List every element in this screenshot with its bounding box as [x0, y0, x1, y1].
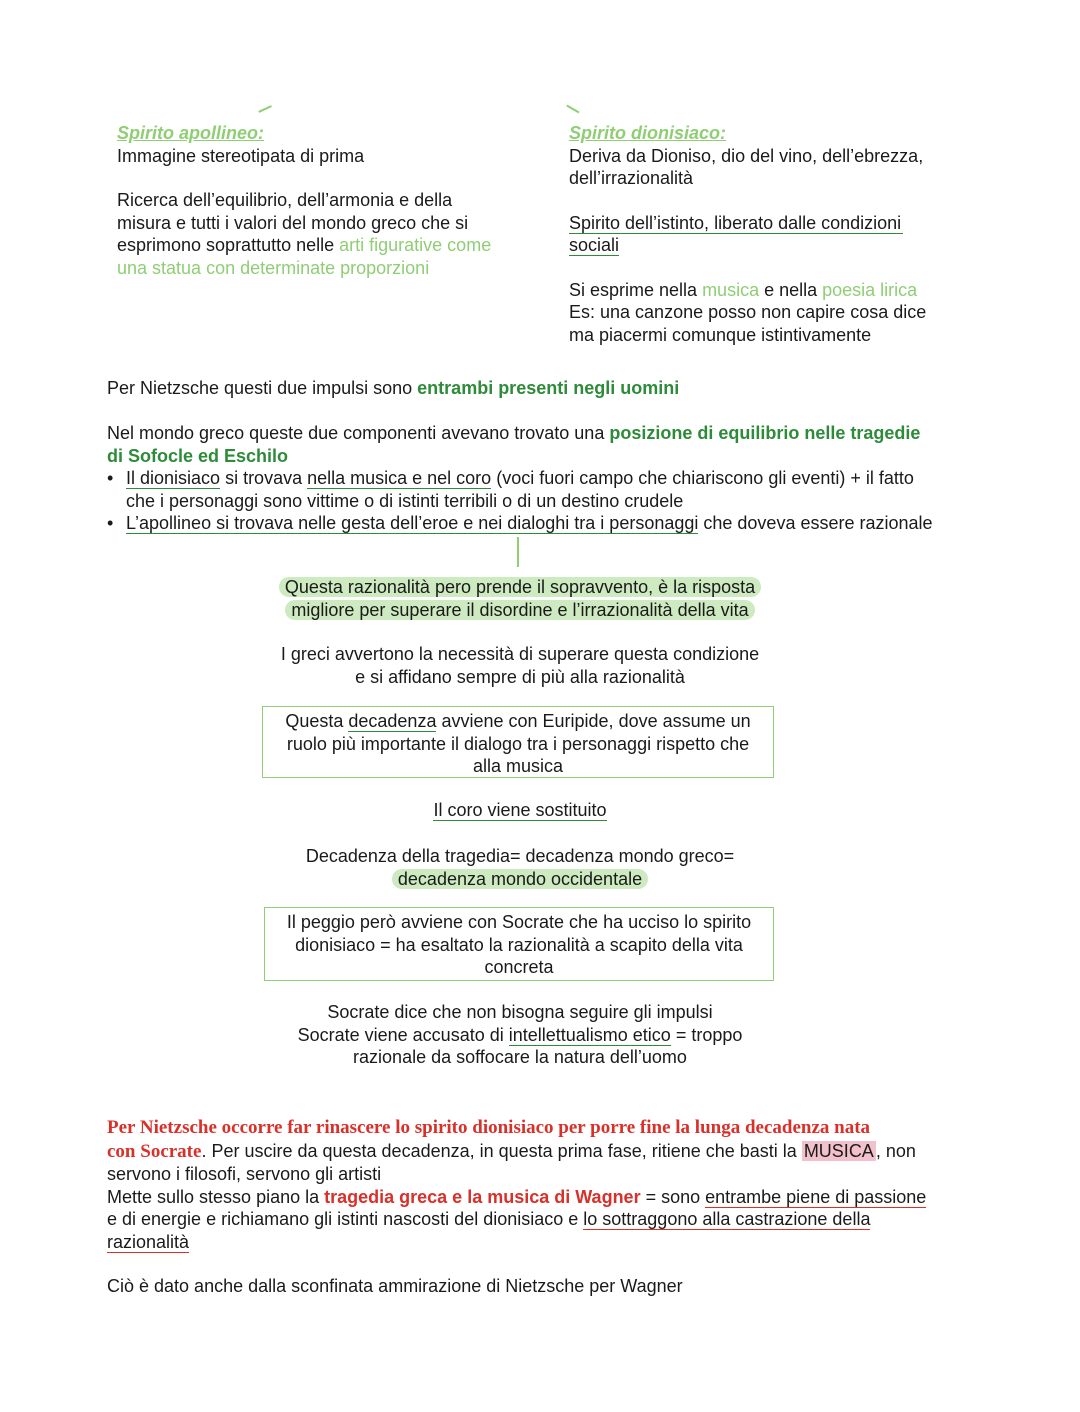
apollineo-text: Ricerca dell’equilibrio, dell’armonia e della misura e tutti i valori del mondo greco che si esprimono soprattutto nelle arti figurative come una statua con determinate proporzioni — [117, 190, 492, 278]
bullet-dionisiaco: • Il dionisiaco si trovava nella musica e nel coro (voci fuori campo che chiariscono gli eventi) + il fatto che i personaggi sono vittime o di istinti terribili o di un destino crudele — [107, 468, 914, 511]
dionisiaco-column — [569, 122, 979, 346]
dionisiaco-line: Deriva da Dioniso, dio del vino, dell’ebrezza, — [569, 145, 924, 166]
bullet-apollineo: • L’apollineo si trovava nelle gesta dell’eroe e nei dialoghi tra i personaggi che doveva essere razionale — [107, 513, 933, 533]
apollineo-line: Immagine stereotipata di prima — [117, 145, 365, 166]
apollineo-column — [117, 122, 537, 279]
apollineo-title: Spirito apollineo: — [117, 123, 264, 143]
flow-decadenza: Decadenza della tragedia= decadenza mondo greco= decadenza mondo occidentale — [305, 846, 735, 889]
decorative-tick-right — [567, 105, 580, 113]
flow-greci: I greci avvertono la necessità di superare questa condizione e si affidano sempre di più alla razionalità — [280, 644, 760, 687]
flow-intellettualismo: Socrate dice che non bisogna seguire gli impulsi Socrate viene accusato di intellettualismo etico = troppo razionale da soffocare la natura dell’uomo — [297, 1002, 743, 1067]
dionisiaco-line: dell’irrazionalità — [569, 168, 694, 188]
conclusione-wagner: Ciò è dato anche dalla sconfinata ammirazione di Nietzsche per Wagner — [107, 1276, 683, 1296]
dionisiaco-espressione: Si esprime nella musica e nella poesia lirica Es: una canzone posso non capire cosa dice ma piacermi comunque istintivamente — [569, 279, 927, 345]
connector-line — [517, 537, 519, 567]
decorative-tick-left — [258, 105, 271, 112]
dionisiaco-title: Spirito dionisiaco: — [569, 123, 727, 143]
dionisiaco-istinto: Spirito dell’istinto, liberato dalle condizioni sociali — [569, 212, 902, 255]
impulsi-paragraph: Per Nietzsche questi due impulsi sono entrambi presenti negli uomini — [107, 378, 680, 398]
conclusione-paragraph: Per Nietzsche occorre far rinascere lo spirito dionisiaco per porre fine la lunga decadenza nata con Socrate. Per uscire da questa decadenza, in questa prima fase, ritiene che basti la MUSICA , non servono i filosofi, servono gli artisti Mette sullo stesso piano la tragedia greca e la musica di Wagner = sono entrambe piene di passione e di energie e richiamano gli istinti nascosti del dionisiaco e lo sottraggono alla castrazione della razionalità Ciò è dato anche dalla sconfinata ammirazione di Nietzsche per Wagner — [107, 1117, 997, 1298]
flow-euripide-box: Questa decadenza avviene con Euripide, dove assume un ruolo più importante il dialogo tra i personaggi rispetto che alla musica — [262, 706, 774, 778]
flow-risposta: Questa razionalità pero prende il sopravvento, è la risposta migliore per superare il disordine e l’irrazionalità della vita — [260, 576, 780, 621]
flow-socrate-box: Il peggio però avviene con Socrate che ha ucciso lo spirito dionisiaco = ha esaltato la razionalità a scapito della vita concreta — [264, 907, 774, 981]
equilibrio-paragraph: Nel mondo greco queste due componenti avevano trovato una posizione di equilibrio nelle tragedie di Sofocle ed Eschilo • Il dionisiaco si trovava nella musica e nel coro (voci fuori campo che chiariscono gli eventi) + il fatto che i personaggi sono vittime o di istinti terribili o di un destino crudele • L’apollineo si trovava nelle gesta dell’eroe e nei dialoghi tra i personaggi che doveva essere razionale — [107, 422, 987, 535]
flow-coro: Il coro viene sostituito — [433, 800, 607, 820]
